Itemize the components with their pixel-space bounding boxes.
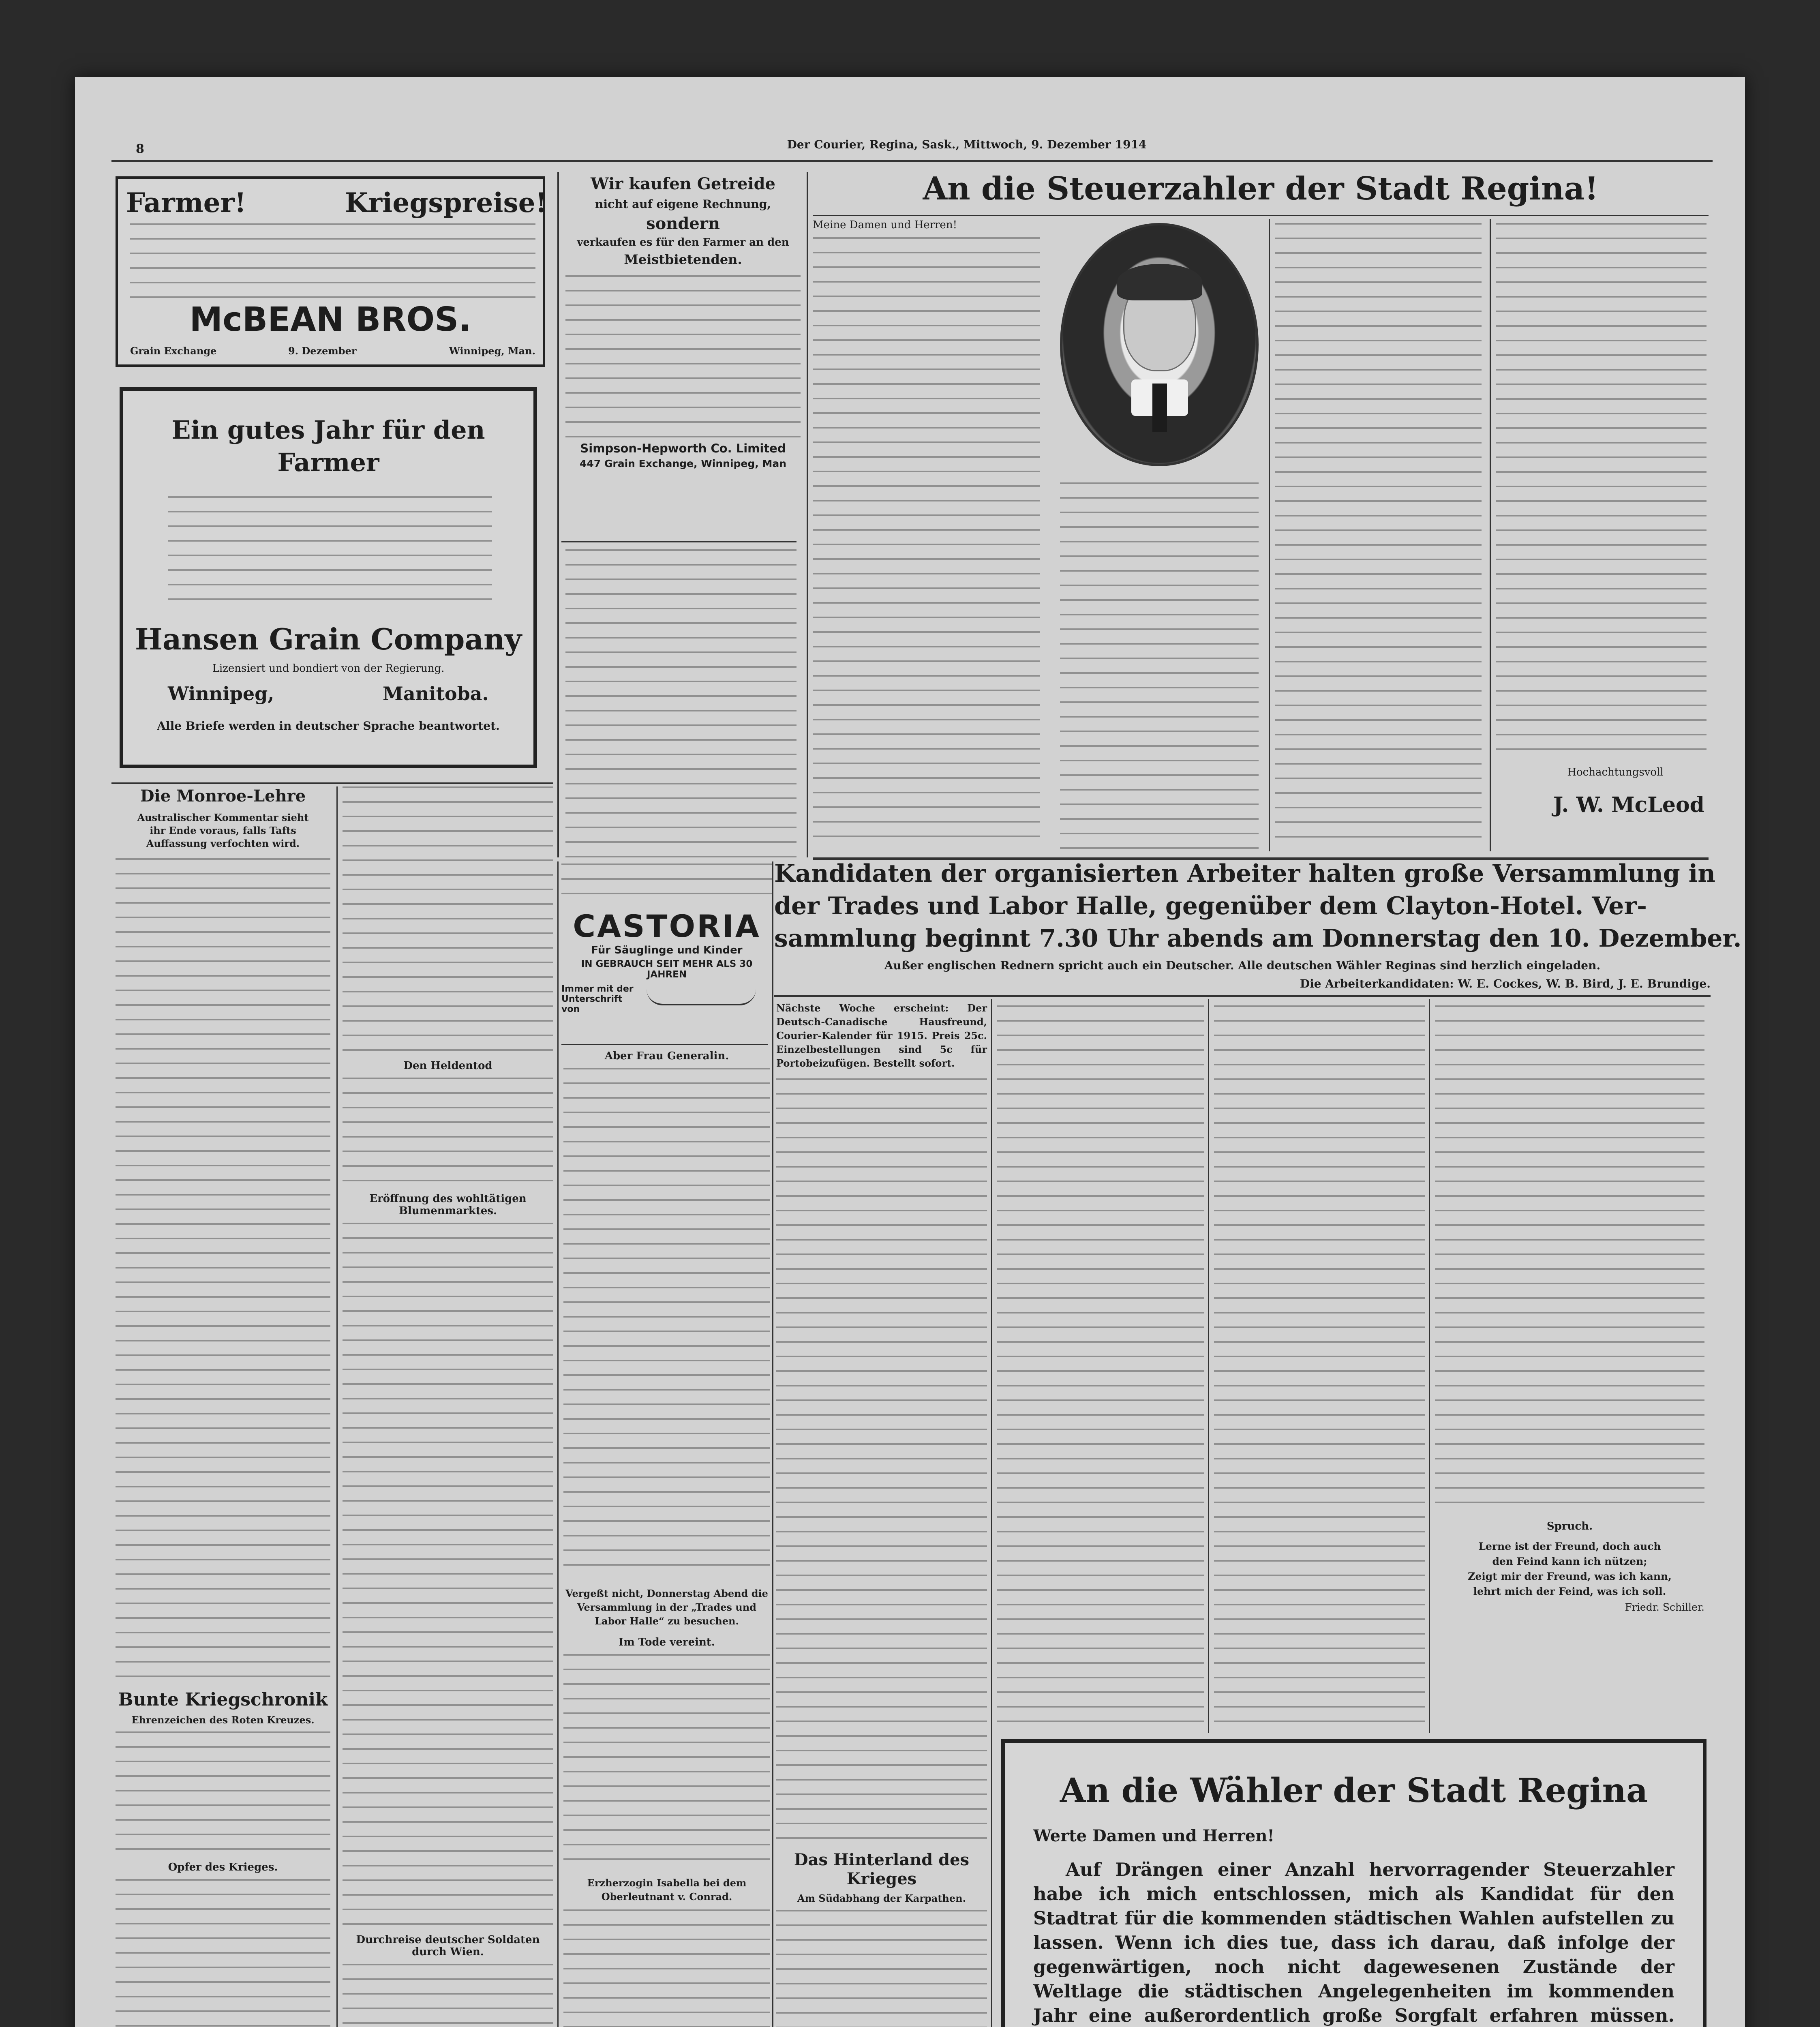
kandidaten-line-5: Die Arbeiterkandidaten: W. E. Cockes, W. B. Bird, J. E. Brundige. <box>1300 977 1711 990</box>
hinterland-subtitle: Am Südabhang der Karpathen. <box>797 1892 966 1904</box>
mcbean-ad <box>116 176 545 367</box>
opfer-title: Opfer des Krieges. <box>168 1861 278 1873</box>
waehler-salutation: Werte Damen und Herren! <box>1033 1826 1274 1845</box>
hinterland-body-text <box>776 1910 987 2027</box>
generalin-title: Aber Frau Generalin. <box>604 1050 729 1062</box>
kandidaten-line-1: Kandidaten der organisierten Arbeiter halten große Versammlung in <box>774 859 1716 888</box>
versammlung-notice: Vergeßt nicht, Donnerstag Abend die Versammlung in der „Trades und Labor Halle“ zu besuchen. <box>565 1588 768 1627</box>
middle-column-text-top <box>565 549 797 857</box>
spruch-line-3: Zeigt mir der Freund, was ich kann, <box>1468 1571 1672 1582</box>
getreide-company: Simpson-Hepworth Co. Limited <box>580 441 786 455</box>
steuerzahler-col4-text <box>1496 223 1707 758</box>
castoria-signature <box>647 985 756 1005</box>
monroe-body-text <box>116 858 330 1677</box>
castoria-title: CASTORIA <box>573 908 761 944</box>
erzh-title: Erzherzogin Isabella bei dem Oberleutnant v. Conrad. <box>587 1877 747 1903</box>
hansen-title-1: Ein gutes Jahr für den <box>171 415 485 445</box>
steuerzahler-sign-label: Hochachtungsvoll <box>1567 766 1664 778</box>
steuerzahler-col2-text <box>1060 482 1259 849</box>
castoria-ad <box>561 864 772 1042</box>
masthead: Der Courier, Regina, Sask., Mittwoch, 9. Dezember 1914 <box>787 138 1147 151</box>
monroe-subtitle: Australischer Kommentar sieht ihr Ende voraus, falls Tafts Auffassung verfochten wird. <box>137 812 309 849</box>
getreide-line-1: nicht auf eigene Rechnung, <box>595 197 771 211</box>
heldentod-body-text <box>343 1078 553 1187</box>
getreide-line-3: verkaufen es für den Farmer an den <box>577 236 789 249</box>
durchreise-body-text <box>343 1964 553 2027</box>
col4-body-text <box>776 1078 987 1841</box>
getreide-line-4: Meistbietenden. <box>624 252 742 267</box>
spruch-line-1: Lerne ist der Freund, doch auch <box>1478 1541 1661 1552</box>
ad-footer-left: Grain Exchange <box>130 345 217 357</box>
hansen-company: Hansen Grain Company <box>135 622 522 656</box>
getreide-address: 447 Grain Exchange, Winnipeg, Man <box>579 458 787 469</box>
portrait-hair <box>1117 264 1202 300</box>
kandidaten-line-4: Außer englischen Rednern spricht auch ein Deutscher. Alle deutschen Wähler Reginas sind herzlich eingeladen. <box>884 959 1601 972</box>
ad-company: McBEAN BROS. <box>189 300 471 339</box>
col3-top-text <box>561 864 772 904</box>
col6-body-text <box>1214 1005 1425 1731</box>
hansen-city-left: Winnipeg, <box>168 683 274 705</box>
ad-title-kriegspreise: Kriegspreise! <box>345 187 547 219</box>
getreide-title: Wir kaufen Getreide <box>590 174 775 193</box>
column-generalin <box>563 1050 770 2027</box>
newspaper-page <box>75 77 1745 2027</box>
steuerzahler-salutation: Meine Damen und Herren! <box>813 219 957 231</box>
col2-top-text <box>343 786 553 1054</box>
column-heldentod <box>343 786 553 2027</box>
opfer-body-text <box>116 1879 330 2027</box>
kandidaten-line-3: sammlung beginnt 7.30 Uhr abends am Donnerstag den 10. Dezember. <box>774 924 1742 953</box>
getreide-line-2: sondern <box>646 214 720 233</box>
portrait-tie <box>1152 384 1167 432</box>
bunte-body-text <box>116 1731 330 1853</box>
spruch-author: Friedr. Schiller. <box>1625 1601 1704 1613</box>
steuerzahler-col1-text <box>813 237 1040 849</box>
ad-body-text <box>130 223 535 300</box>
page-number: 8 <box>136 142 144 156</box>
blumen-title: Eröffnung des wohltätigen Blumenmarktes. <box>369 1193 527 1217</box>
kandidaten-line-2: der Trades und Labor Halle, gegenüber dem Clayton-Hotel. Ver- <box>774 892 1647 920</box>
column-monroe <box>116 786 330 2027</box>
castoria-line-3: Immer mit der Unterschrift von <box>561 984 634 1014</box>
ad-footer-right: Winnipeg, Man. <box>449 345 535 357</box>
spruch-block <box>1435 1520 1704 1731</box>
spruch-title: Spruch. <box>1546 1520 1593 1532</box>
hansen-ad <box>120 387 537 768</box>
getreide-body-text <box>565 275 801 437</box>
steuerzahler-col3-text <box>1275 223 1482 849</box>
col7-body-text <box>1435 1005 1704 1504</box>
spruch-line-4: lehrt mich der Feind, was ich soll. <box>1473 1586 1666 1597</box>
blumen-body-text <box>343 1223 553 1928</box>
getreide-ad <box>565 174 801 539</box>
todvereint-body-text <box>563 1654 770 1869</box>
ad-footer-mid: 9. Dezember <box>288 345 357 357</box>
hinterland-title: Das Hinterland des Krieges <box>794 1850 970 1888</box>
steuerzahler-signature: J. W. McLeod <box>1553 793 1704 817</box>
castoria-subtitle: Für Säuglinge und Kinder <box>591 944 743 956</box>
candidate-portrait <box>1060 223 1259 466</box>
waehler-ad <box>1001 1739 1707 2027</box>
hansen-sub: Lizensiert und bondiert von der Regierung. <box>212 662 445 675</box>
castoria-line-2: IN GEBRAUCH SEIT MEHR ALS 30 JAHREN <box>581 959 753 980</box>
kalender-notice: Nächste Woche erscheint: Der Deutsch-Canadische Hausfreund, Courier-Kalender für 1915. Preis 25c. Einzelbestellungen sind 5c für Portobeizufügen. Bestellt sofort. <box>776 1002 987 1069</box>
hansen-footer: Alle Briefe werden in deutscher Sprache beantwortet. <box>157 719 500 733</box>
hansen-title-2: Farmer <box>277 448 379 477</box>
waehler-paragraph-1: Auf Drängen einer Anzahl hervorragender Steuerzahler habe ich mich entschlossen, mich als Kandidat für den Stadtrat für die kommenden städtischen Wahlen aufstellen zu lassen. Wenn ich dies tue, dass ich darau, daß infolge der gegenwärtigen, noch nicht dagewesenen Zustände der Weltlage die städtischen Angelegenheiten im kommenden Jahr eine außerordentlich große Sorgfalt erfahren müssen. <box>1033 1859 1674 2026</box>
monroe-title: Die Monroe-Lehre <box>140 786 306 806</box>
column-kalender <box>776 1001 987 2027</box>
spruch-line-2: den Feind kann ich nützen; <box>1492 1556 1647 1567</box>
durchreise-title: Durchreise deutscher Soldaten durch Wien. <box>356 1934 540 1958</box>
hansen-body-text <box>168 496 492 606</box>
generalin-body-text <box>563 1068 770 1579</box>
hansen-city-right: Manitoba. <box>383 683 489 705</box>
steuerzahler-title: An die Steuerzahler der Stadt Regina! <box>923 170 1599 207</box>
waehler-title: An die Wähler der Stadt Regina <box>1060 1771 1648 1810</box>
col5-body-text <box>997 1005 1204 1731</box>
todvereint-title: Im Tode vereint. <box>619 1636 715 1648</box>
heldentod-title: Den Heldentod <box>403 1060 492 1072</box>
bunte-subtitle: Ehrenzeichen des Roten Kreuzes. <box>131 1714 315 1726</box>
bunte-title: Bunte Kriegschronik <box>118 1689 328 1710</box>
erzh-body-text <box>563 1909 770 2027</box>
ad-title-farmer: Farmer! <box>126 187 246 219</box>
